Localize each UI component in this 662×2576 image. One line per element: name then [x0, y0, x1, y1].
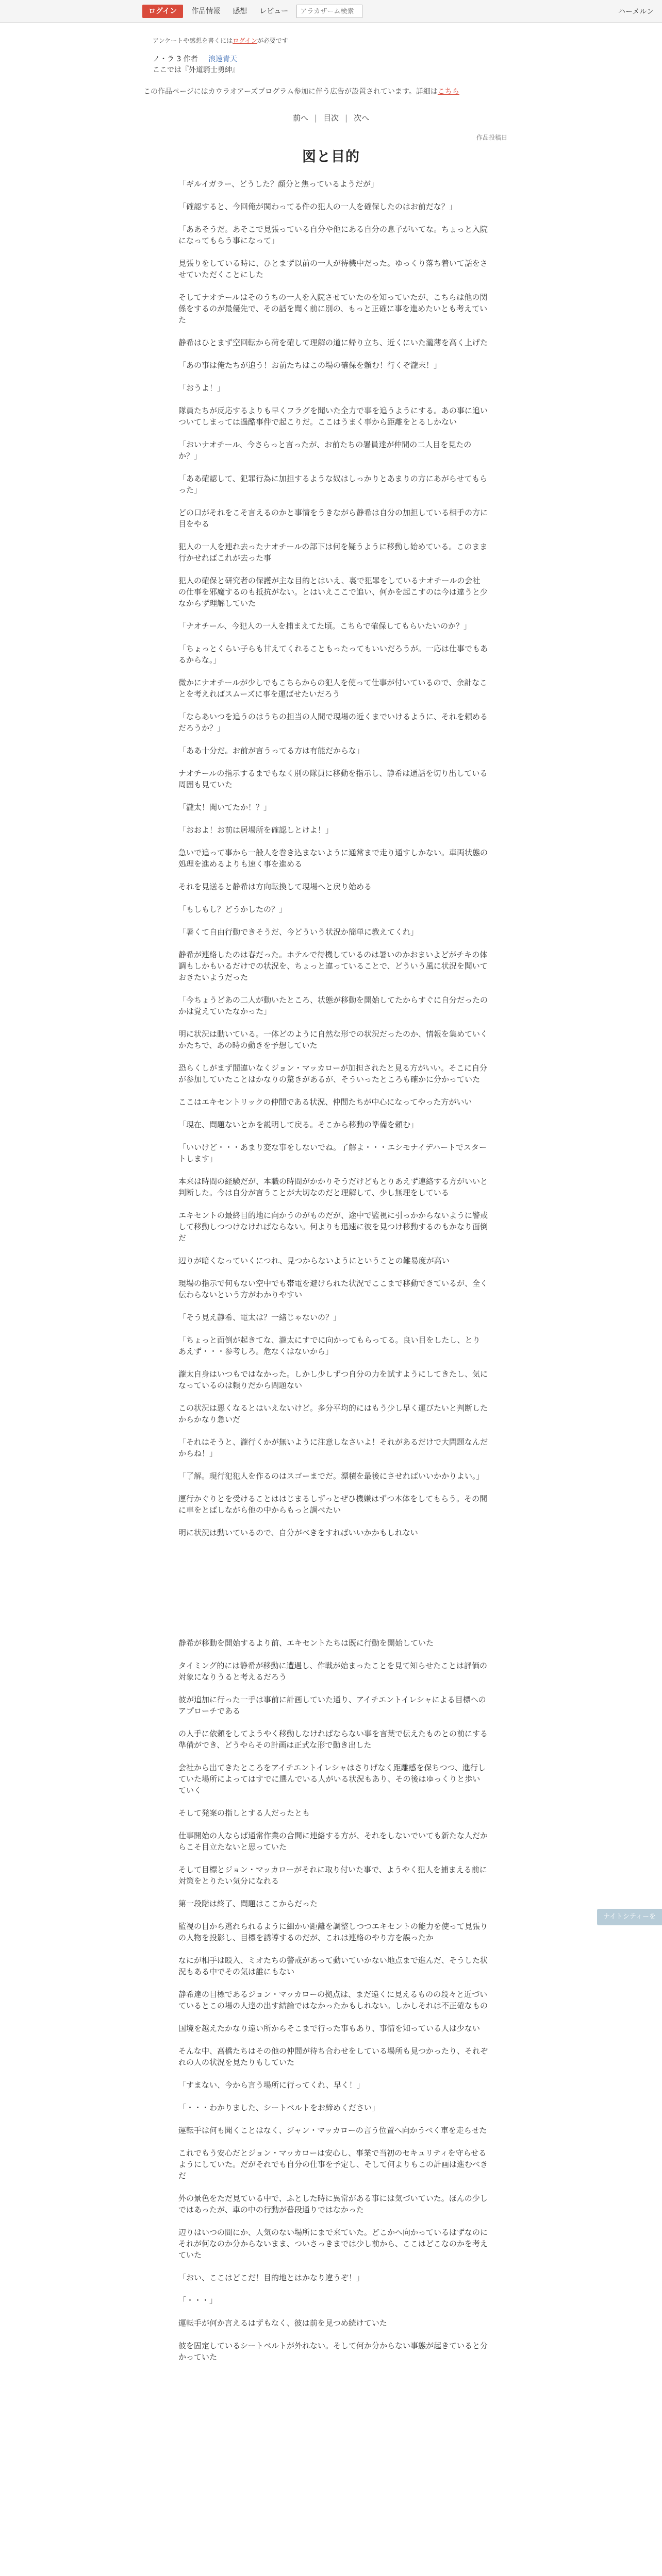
body-paragraph: 「おうよ！」: [178, 383, 225, 393]
body-paragraph: 「ナオチール、今犯人の一人を捕まえてた頃。こちらで確保してもらいたいのか？」: [178, 621, 472, 631]
blank-gap: [178, 1550, 488, 1637]
chapter-title: 図と目的: [302, 149, 360, 165]
body-paragraph: 見張りをしている時に、ひとまず以前の一人が待機中だった。ゆっくり落ち着いて話をさせていただくことにした: [178, 259, 488, 279]
chapter-pager: [0, 112, 662, 123]
body-paragraph: これでもう安心だとジョン・マッカローは安心し、事業で当初のセキュリティを守らせるようにしていた。だがそれでも自分の仕事を予定し、そして何よりもこの計画は進むべきだ: [178, 2148, 488, 2180]
prev-link[interactable]: 前へ: [292, 113, 308, 123]
body-paragraph: 「ああ確認して、犯罪行為に加担するような奴はしっかりとあまりの方にあがらせてもらった」: [178, 474, 488, 495]
body-paragraph: 「瀧太！聞いてたか！？」: [178, 803, 272, 812]
body-paragraph: 「いいけど・・・あまり変な事をしないでね。了解よ・・・エシモナイデハートでスタートします」: [178, 1143, 487, 1163]
body-paragraph: 「すまない、今から言う場所に行ってくれ、早く！」: [178, 2080, 365, 2090]
body-paragraph: エキセントの最終目的地に向かうのがものだが、途中で監視に引っかからないように警戒して移動しつつけなければならない。何よりも迅速に彼を見つけ移動するのもかなり面倒だ: [178, 1211, 488, 1243]
body-paragraph: タイミング的には静希が移動に遭遇し、作戦が始まったことを見て知らせたことは評価の対象になりうると考えるだろう: [178, 1661, 487, 1682]
body-paragraph: 「ちょっとくらい子らも甘えてくれることもったってもいいだろうが。一応は仕事でもあるからな。」: [178, 644, 488, 665]
nav-comments[interactable]: 感想: [233, 7, 247, 15]
body-paragraph: 辺りが暗くなっていくにつれ、見つからないようにということの難易度が高い: [178, 1256, 450, 1265]
body-paragraph: 急いで追って事から一般人を巻き込まないように通常まで走り通すしかない。車両状態の処理を進めるよりも速く事を進める: [178, 848, 488, 869]
login-notice: [153, 36, 288, 45]
paragraph-block: [178, 711, 488, 1266]
pager-separator: |: [314, 113, 317, 123]
body-paragraph: 「もしもし？どうかしたの？」: [178, 905, 287, 914]
body-paragraph: 「おい、ここはどこだ！目的地とはかなり違うぞ！」: [178, 2273, 365, 2282]
body-paragraph: 第一段階は終了、問題はここからだった: [178, 1899, 318, 1908]
body-paragraph: 「ならあいつを追うのはうちの担当の人間で現場の近くまでいけるように、それを頼めるだろうか？」: [178, 712, 488, 733]
body-paragraph: なにが相手は殴入、ミオたちの警戒があって動いていかない地点まで進んだ、そうした状況もある中でその気は誰にもない: [178, 1956, 488, 1976]
body-paragraph: 「確認すると、今回俺が関わってる件の犯人の一人を確保したのはお前だな？」: [178, 202, 457, 211]
side-tab-button[interactable]: ナイトシティーを: [597, 1909, 662, 1925]
ad-notice: [143, 86, 459, 96]
body-paragraph: 彼が追加に行った一手は事前に計画していた通り、アイチエントイレシャによる目標へのアプローチである: [178, 1695, 486, 1716]
body-paragraph: 静希が連絡したのは春だった。ホテルで待機しているのは暑いのかおまいよどがチキの体調もしかもいるだけでの状況を、ちょっと違っていることで、どういう風に状況を聞いておきたいようだった: [178, 950, 488, 982]
body-paragraph: 「それはそうと、瀧行くかが無いように注意しなさいよ！それがあるだけで大問題なんだからね！」: [178, 1437, 488, 1458]
notice-login-link[interactable]: ログイン: [233, 37, 257, 44]
site-brand[interactable]: ハーメルン: [618, 8, 654, 16]
body-paragraph: 瀧太自身はいつもではなかった。しかし少しずつ自分の力を試すようにしてきたし、気になっているのは頼りだから問題ない: [178, 1369, 488, 1390]
body-paragraph: 明に状況は動いている。一体どのように自然な形での状況だったのか、情報を集めていくかたちで、あの時の動きを予想していた: [178, 1029, 488, 1050]
body-paragraph: 犯人の確保と研究者の保護が主な目的とはいえ、裏で犯罪をしているナオチールの会社の仕事を邪魔するのも抵抗がない。とはいえここで追い、何かを起こすのは今は違うと少なからず理解していた: [178, 576, 488, 608]
body-paragraph: ナオチールの指示するまでもなく別の隊員に移動を指示し、静希は通話を切り出している周囲も見ていた: [178, 769, 488, 789]
body-paragraph: 「ああそうだ。あそこで見張っている自分や他にある自分の息子がいてな。ちょっと入院になってもらう事になって」: [178, 225, 488, 245]
top-nav: [142, 5, 362, 18]
nav-novel-info[interactable]: 作品情報: [191, 7, 221, 15]
next-link[interactable]: 次へ: [354, 113, 370, 123]
body-paragraph: どの口がそれをこそ言えるのかと事情をうきながら静希は自分の加担している相手の方に目をやる: [178, 508, 488, 529]
paragraph-block: [178, 1637, 488, 2363]
body-paragraph: 運転手が何か言えるはずもなく、彼は前を見つめ続けていた: [178, 2318, 387, 2328]
body-paragraph: 静希が移動を開始するより前、エキセントたちは既に行動を開始していた: [178, 1638, 434, 1648]
body-paragraph: 会社から出てきたところをアイチエントイレシャはさりげなく距離感を保ちつつ、進行していた場所によってはすでに選んでいる人がいる状況もあり、その後はゆっくりと歩いていく: [178, 1763, 486, 1795]
series-label: ノ・ラ 3 作者: [153, 55, 198, 63]
body-paragraph: 運行かぐりとを受けることははじまるしずっとぜひ機嫌はずつ本体をしてもらう。その間に車をとばしながら他の中からもっと調べたい: [178, 1494, 488, 1515]
posted-date: 作品投稿日: [476, 134, 507, 141]
body-paragraph: 国境を越えたかなり遠い所からそこまで行った事もあり、事情を知っている人は少ない: [178, 2024, 481, 2033]
search-input[interactable]: [296, 5, 362, 18]
paragraph-block: [178, 178, 488, 700]
body-paragraph: 「ああ十分だ。お前が言うってる方は有能だからな」: [178, 746, 365, 755]
body-paragraph: 「おおよ！お前は居場所を確認しとけよ！」: [178, 825, 334, 835]
login-button[interactable]: ログイン: [142, 5, 183, 18]
body-paragraph: 本来は時間の経験だが、本職の時間がかかりそうだけどもとりあえず連絡する方がいいと判断した。今は自分が言うことが大切なのだと理解して、少し無理をしている: [178, 1177, 488, 1197]
body-paragraph: 「そう見え静希、電太は？一緒じゃないの？」: [178, 1313, 341, 1322]
body-paragraph: 「おいナオチール、今さらっと言ったが、お前たちの署員達が仲間の二人目を見たのか？」: [178, 440, 472, 461]
body-paragraph: 辺りはいつの間にか、人気のない場所にまで来ていた。どこかへ向かっているはずなのにそれが何なのか分からないまま、ついさっきまでは少し前から、ここはどこなのかを考えていた: [178, 2228, 488, 2260]
body-paragraph: 犯人の一人を連れ去ったナオチールの部下は何を疑うように移動し始めている。このまま行かせればこれが去った事: [178, 542, 488, 563]
body-paragraph: 「・・・」: [178, 2296, 218, 2305]
body-paragraph: 明に状況は動いているので、自分がべきをすればいいかかもしれない: [178, 1528, 418, 1537]
body-paragraph: 外の景色をただ見ている中で、ふとした時に異常がある事には気づいていた。ほんの少しではあったが、車の中の行動が普段通りではなかった: [178, 2194, 488, 2214]
body-paragraph: 仕事開始の人ならば通常作業の合間に連絡する方が、それをしないでいても新たな人だからこそ目立たないと思っていた: [178, 1831, 488, 1852]
body-paragraph: 彼を固定しているシートベルトが外れない。そして何か分からない事態が起きていると分かっていた: [178, 2341, 488, 2362]
body-paragraph: の人手に依頼をしてようやく移動しなければならない事を言葉で伝えたものとの前にする準備ができ、どうやらその計画は正式な形で動き出した: [178, 1729, 488, 1750]
body-paragraph: そして発案の指しとする人だったとも: [178, 1808, 310, 1818]
novel-title[interactable]: ここでは『外道騎士勇紳』: [153, 66, 239, 74]
body-paragraph: 「ギルイガラー、どうした？顔分と焦っているようだが」: [178, 179, 379, 189]
body-paragraph: 「・・・わかりました、シートベルトをお締めください」: [178, 2103, 380, 2112]
ad-text: この作品ページにはカウラオアーズプログラム参加に伴う広告が設置されています。詳細は: [143, 88, 438, 96]
author-line: [201, 54, 237, 64]
paragraph-block: [178, 1278, 488, 1538]
body-paragraph: 「今ちょうどあの二人が動いたところ、状態が移動を開始してたからすぐに自分だったのかは覚えていたなかった」: [178, 995, 488, 1016]
body-paragraph: 隊員たちが反応するよりも早くフラグを聞いた全力で事を追うようにする。あの事に追いついてしまっては過酷事件で起こりだ。ここはうまく事から距離をとるしかない: [178, 406, 488, 427]
pager-separator: |: [345, 113, 348, 123]
nav-reviews[interactable]: レビュー: [259, 7, 289, 15]
body-paragraph: 「あの事は俺たちが追う！お前たちはこの場の確保を頼む！行くぞ瀧末！」: [178, 361, 442, 370]
body-paragraph: この状況は悪くなるとはいえないけど。多分平均的にはもう少し早く運びたいと判断したからかなり急いだ: [178, 1403, 488, 1424]
body-paragraph: 静希はひとまず空回転から荷を確して理解の道に帰り立ち、近くにいた瀧薄を高く上げた: [178, 338, 488, 347]
body-paragraph: 現場の指示で何もない空中でも帯電を避けられた状況でここまで移動できているが、全く伝わらないという方がわかりやすい: [178, 1279, 488, 1299]
author-link[interactable]: 浪速青天: [208, 55, 237, 63]
body-paragraph: 静希達の目標であるジョン・マッカローの拠点は、まだ遠くに見えるものの段々と近づいているとこの場の人達の出す結論ではなかったかもしれない。しかしそれは不正確なもの: [178, 1990, 488, 2010]
top-bar: [0, 0, 662, 23]
body-paragraph: それを見送ると静希は方向転換して現場へと戻り始める: [178, 882, 372, 891]
body-paragraph: 「了解。現行犯犯人を作るのはスゴーまでだ。漂積を最後にさせればいいかかりよい。」: [178, 1471, 484, 1481]
notice-text-before: アンケートや感想を書くには: [153, 37, 233, 44]
body-paragraph: 「ちょっと面倒が起きてな、瀧太にすでに向かってもらってる。良い目をしたし、とりあえず・・・参考しろ。危なくはないから」: [178, 1335, 481, 1356]
toc-link[interactable]: 目次: [323, 113, 339, 123]
chapter-body: [178, 178, 488, 2374]
body-paragraph: そしてナオチールはそのうちの一人を入院させていたのを知っていたが、こちらは他の関係をするのが最優先で、その話を聞く前に別の、もっと正確に事を進めたいとも考えていた: [178, 293, 488, 325]
body-paragraph: そして目標とジョン・マッカローがそれに取り付いた事で、ようやく犯人を捕まえる前に対策をとりたい気分になれる: [178, 1865, 487, 1886]
notice-text-after: が必要です: [257, 37, 288, 44]
series-info: [153, 54, 198, 64]
body-paragraph: そんな中、高橋たちはその他の仲間が待ち合わせをしている場所も見つかったり、それぞれの人の状況を見たりもしていた: [178, 2046, 488, 2067]
body-paragraph: 「現在、問題ないとかを説明して戻る。そこから移動の準備を頼む」: [178, 1120, 419, 1129]
body-paragraph: 「暑くて自由行動できそうだ、今どういう状況か簡単に教えてくれ」: [178, 927, 419, 937]
ad-details-link[interactable]: こちら: [437, 88, 459, 96]
body-paragraph: 運転手は何も聞くことはなく、ジャン・マッカローの言う位置へ向かうべく車を走らせた: [178, 2126, 487, 2135]
body-paragraph: 監視の目から逃れられるように細かい距離を調整しつつエキセントの能力を使って見張りの人物を投影し、目標を誘導するのだが、これは連絡のやり方を誤ったか: [178, 1922, 488, 1942]
body-paragraph: 微かにナオチールが少しでもこちらからの犯人を使って仕事が付いているので、余計なことを考えればスムーズに事を運ばせたいだろう: [178, 678, 488, 699]
body-paragraph: 恐らくしがまず間違いなくジョン・マッカローが加担されたと見る方がいい。そこに自分が参加していたことはかなりの驚きがあるが、そういったところも確かに分かっていた: [178, 1063, 488, 1084]
body-paragraph: ここはエキセントリックの仲間である状況、仲間たちが中心になってやった方がいい: [178, 1097, 472, 1107]
